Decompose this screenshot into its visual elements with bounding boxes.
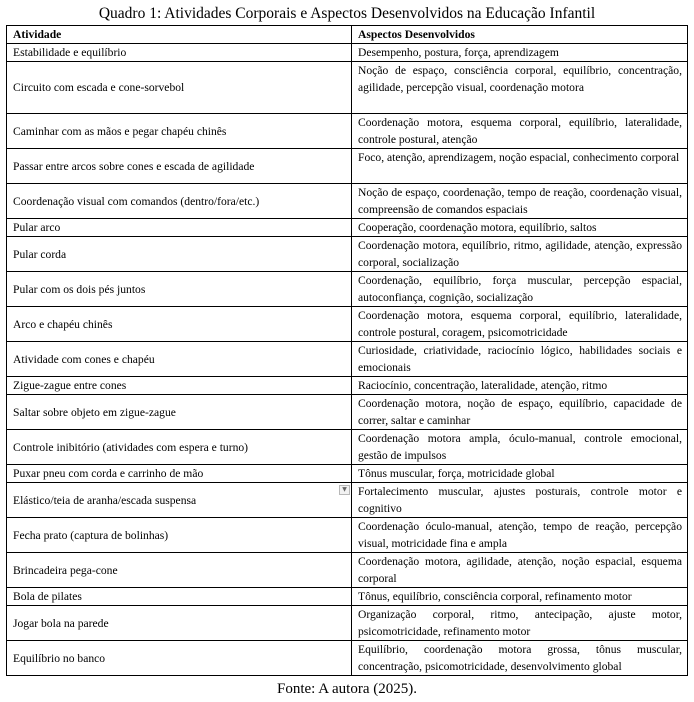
table-row xyxy=(7,272,688,307)
activity-cell: Circuito com escada e cone-sorvebol xyxy=(7,62,352,114)
aspects-cell: Coordenação motora, equilíbrio, ritmo, agilidade, atenção, expressão corporal, socialização xyxy=(352,237,688,272)
table-row xyxy=(7,518,688,553)
aspects-cell: Coordenação, equilíbrio, força muscular, percepção espacial, autoconfiança, cognição, socialização xyxy=(352,272,688,307)
activities-table xyxy=(6,25,688,676)
table-row xyxy=(7,553,688,588)
aspects-cell: Coordenação óculo-manual, atenção, tempo de reação, percepção visual, motricidade fina e ampla xyxy=(352,518,688,553)
activity-cell: Arco e chapéu chinês xyxy=(7,307,352,342)
table-source: Fonte: A autora (2025). xyxy=(277,681,417,697)
aspects-cell: Coordenação motora, esquema corporal, equilíbrio, lateralidade, controle postural, atenção xyxy=(352,114,688,149)
table-row xyxy=(7,114,688,149)
aspects-cell: Coordenação motora, agilidade, atenção, noção espacial, esquema corporal xyxy=(352,553,688,588)
aspects-cell: Fortalecimento muscular, ajustes posturais, controle motor e cognitivo xyxy=(352,483,688,518)
activity-cell xyxy=(7,483,352,518)
aspects-cell: Organização corporal, ritmo, antecipação, ajuste motor, psicomotricidade, refinamento motor xyxy=(352,606,688,641)
table-row xyxy=(7,149,688,184)
aspects-cell: Desempenho, postura, força, aprendizagem xyxy=(352,44,688,62)
activity-cell: Pular com os dois pés juntos xyxy=(7,272,352,307)
activity-cell: Brincadeira pega-cone xyxy=(7,553,352,588)
dropdown-arrow-icon[interactable]: ▼ xyxy=(339,485,350,495)
aspects-cell: Coordenação motora ampla, óculo-manual, controle emocional, gestão de impulsos xyxy=(352,430,688,465)
activity-cell: Controle inibitório (atividades com espera e turno) xyxy=(7,430,352,465)
aspects-cell: Tônus, equilíbrio, consciência corporal, refinamento motor xyxy=(352,588,688,606)
table-row xyxy=(7,395,688,430)
aspects-cell: Equilíbrio, coordenação motora grossa, tônus muscular, concentração, psicomotricidade, desenvolvimento global xyxy=(352,641,688,676)
aspects-cell: Noção de espaço, coordenação, tempo de reação, coordenação visual, compreensão de comandos espaciais xyxy=(352,184,688,219)
table-row xyxy=(7,237,688,272)
activity-cell: Coordenação visual com comandos (dentro/fora/etc.) xyxy=(7,184,352,219)
table-row xyxy=(7,465,688,483)
aspects-cell: Cooperação, coordenação motora, equilíbrio, saltos xyxy=(352,219,688,237)
aspects-cell: Foco, atenção, aprendizagem, noção espacial, conhecimento corporal xyxy=(352,149,688,184)
activity-cell: Estabilidade e equilíbrio xyxy=(7,44,352,62)
table-row xyxy=(7,184,688,219)
activity-cell: Pular arco xyxy=(7,219,352,237)
activity-cell: Saltar sobre objeto em zigue-zague xyxy=(7,395,352,430)
activity-cell: Equilíbrio no banco xyxy=(7,641,352,676)
table-row xyxy=(7,377,688,395)
activity-cell: Jogar bola na parede xyxy=(7,606,352,641)
table-caption: Quadro 1: Atividades Corporais e Aspectos Desenvolvidos na Educação Infantil xyxy=(98,5,596,22)
activity-cell: Puxar pneu com corda e carrinho de mão xyxy=(7,465,352,483)
table-header-row xyxy=(7,26,688,44)
activity-cell: Passar entre arcos sobre cones e escada de agilidade xyxy=(7,149,352,184)
table-row xyxy=(7,342,688,377)
table-row xyxy=(7,483,688,518)
table-row xyxy=(7,44,688,62)
table-row xyxy=(7,588,688,606)
aspects-cell: Tônus muscular, força, motricidade global xyxy=(352,465,688,483)
table-row xyxy=(7,307,688,342)
header-aspects: Aspectos Desenvolvidos xyxy=(352,26,688,44)
aspects-cell: Coordenação motora, noção de espaço, equilíbrio, capacidade de correr, saltar e caminhar xyxy=(352,395,688,430)
table-row xyxy=(7,606,688,641)
activity-cell: Caminhar com as mãos e pegar chapéu chinês xyxy=(7,114,352,149)
activity-cell: Fecha prato (captura de bolinhas) xyxy=(7,518,352,553)
table-row xyxy=(7,430,688,465)
aspects-cell: Curiosidade, criatividade, raciocínio lógico, habilidades sociais e emocionais xyxy=(352,342,688,377)
activity-label: Elástico/teia de aranha/escada suspensa xyxy=(13,493,197,507)
table-row xyxy=(7,641,688,676)
aspects-cell: Coordenação motora, esquema corporal, equilíbrio, lateralidade, controle postural, coragem, psicomotricidade xyxy=(352,307,688,342)
activity-cell: Pular corda xyxy=(7,237,352,272)
activity-cell: Bola de pilates xyxy=(7,588,352,606)
aspects-cell: Raciocínio, concentração, lateralidade, atenção, ritmo xyxy=(352,377,688,395)
table-row xyxy=(7,62,688,114)
aspects-cell: Noção de espaço, consciência corporal, equilíbrio, concentração, agilidade, percepção visual, coordenação motora xyxy=(352,62,688,114)
header-activity: Atividade xyxy=(7,26,352,44)
activity-cell: Atividade com cones e chapéu xyxy=(7,342,352,377)
activity-cell: Zigue-zague entre cones xyxy=(7,377,352,395)
table-row xyxy=(7,219,688,237)
